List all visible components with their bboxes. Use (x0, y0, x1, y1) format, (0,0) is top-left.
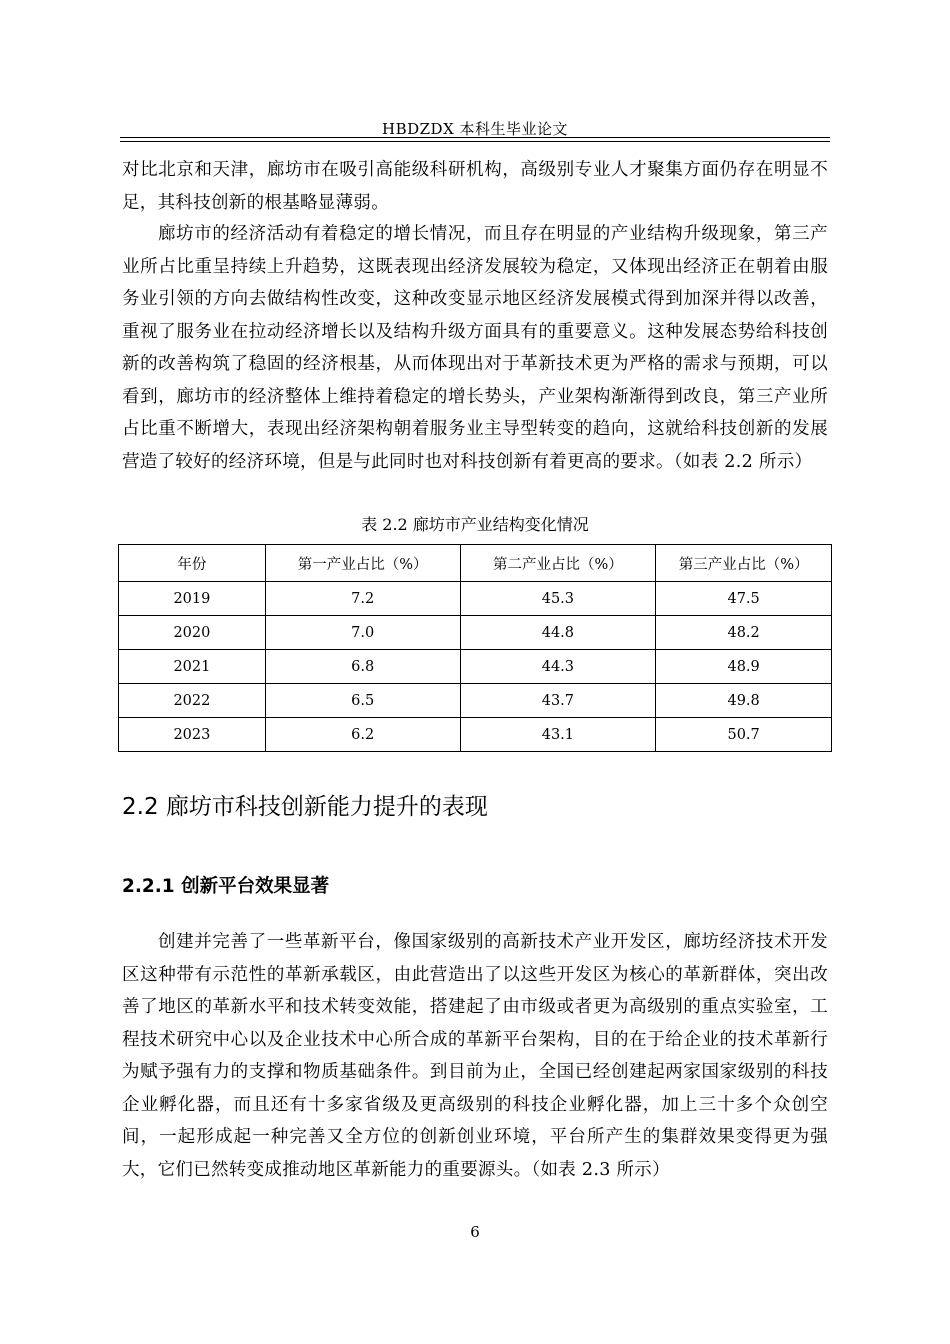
paragraph-innovation-platforms: 创建并完善了一些革新平台，像国家级别的高新技术产业开发区，廊坊经济技术开发区这种带有示范性的革新承载区，由此营造出了以这些开发区为核心的革新群体，突出改善了地区的革新水平和技术转变效能，搭建起了由市级或者更为高级别的重点实验室，工程技术研究中心以及企业技术中心所合成的革新平台架构，目的在于给企业的技术革新行为赋予强有力的支撑和物质基础条件。到目前为止，全国已经创建起两家国家级别的科技企业孵化器，而且还有十多家省级及更高级别的科技企业孵化器，加上三十多个众创空间，一起形成起一种完善又全方位的创新创业环境，平台所产生的集群效果变得更为强大，它们已然转变成推动地区革新能力的重要源头。（如表 2.3 所示） (122, 932, 828, 1180)
table-cell-secondary: 43.1 (460, 718, 656, 752)
table-cell-year: 2021 (119, 650, 266, 684)
table-cell-primary: 6.5 (265, 684, 460, 718)
page-number: 6 (470, 1223, 480, 1241)
table-cell-primary: 7.0 (265, 616, 460, 650)
table-header-cell: 第二产业占比（%） (460, 545, 656, 582)
table-cell-year: 2019 (119, 582, 266, 616)
table-row (119, 616, 832, 650)
industry-structure-table (118, 544, 832, 752)
table-cell-primary: 7.2 (265, 582, 460, 616)
table-row (119, 582, 832, 616)
subsection-heading: 2.2.1 创新平台效果显著 (122, 876, 330, 897)
paragraph-economic-growth: 廊坊市的经济活动有着稳定的增长情况，而且存在明显的产业结构升级现象，第三产业所占比重呈持续上升趋势，这既表现出经济发展较为稳定，又体现出经济正在朝着由服务业引领的方向去做结构性改变，这种改变显示地区经济发展模式得到加深并得以改善，重视了服务业在拉动经济增长以及结构升级方面具有的重要意义。这种发展态势给科技创新的改善构筑了稳固的经济根基，从而体现出对于革新技术更为严格的需求与预期，可以看到，廊坊市的经济整体上维持着稳定的增长势头，产业架构渐渐得到改良，第三产业所占比重不断增大，表现出经济架构朝着服务业主导型转变的趋向，这就给科技创新的发展营造了较好的经济环境，但是与此同时也对科技创新有着更高的要求。（如表 2.2 所示） (122, 224, 828, 472)
table-header-cell: 年份 (119, 545, 266, 582)
table-cell-year: 2022 (119, 684, 266, 718)
table-cell-tertiary: 49.8 (656, 684, 832, 718)
table-row (119, 684, 832, 718)
table-caption: 表 2.2 廊坊市产业结构变化情况 (361, 515, 589, 534)
table-cell-secondary: 44.8 (460, 616, 656, 650)
table-cell-primary: 6.2 (265, 718, 460, 752)
table-cell-tertiary: 48.9 (656, 650, 832, 684)
table-cell-tertiary: 48.2 (656, 616, 832, 650)
section-heading: 2.2 廊坊市科技创新能力提升的表现 (122, 794, 488, 820)
table-cell-year: 2023 (119, 718, 266, 752)
table-header-cell: 第一产业占比（%） (265, 545, 460, 582)
paragraph-beijing-tianjin-comparison: 对比北京和天津，廊坊市在吸引高能级科研机构，高级别专业人才聚集方面仍存在明显不足，其科技创新的根基略显薄弱。 (122, 160, 828, 213)
table-row (119, 650, 832, 684)
header-title: HBDZDX 本科生毕业论文 (381, 120, 569, 138)
table-row (119, 718, 832, 752)
table-cell-secondary: 45.3 (460, 582, 656, 616)
table-cell-tertiary: 47.5 (656, 582, 832, 616)
table-cell-tertiary: 50.7 (656, 718, 832, 752)
table-header-row (119, 545, 832, 582)
header-rule (120, 137, 830, 142)
table-header-cell: 第三产业占比（%） (656, 545, 832, 582)
table-cell-year: 2020 (119, 616, 266, 650)
table-cell-primary: 6.8 (265, 650, 460, 684)
table-cell-secondary: 44.3 (460, 650, 656, 684)
table-cell-secondary: 43.7 (460, 684, 656, 718)
